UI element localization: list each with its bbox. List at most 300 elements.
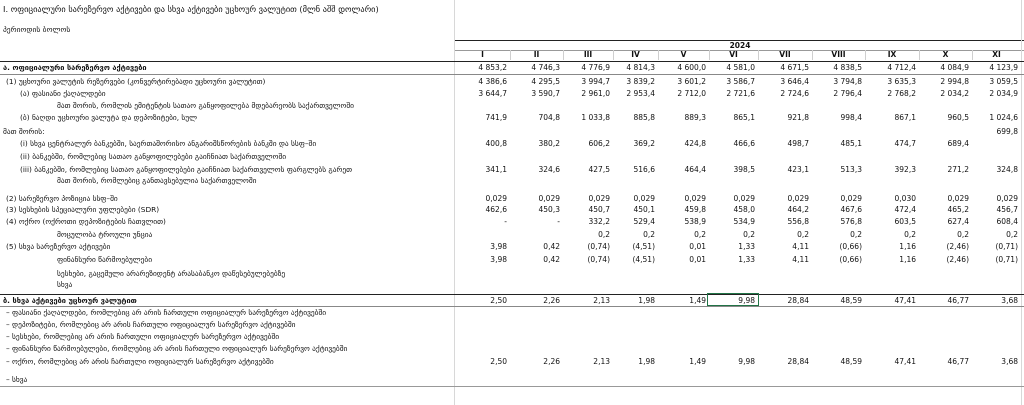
value-cell[interactable]: (0,74) bbox=[587, 255, 610, 264]
value-cell[interactable] bbox=[865, 344, 919, 354]
row-label[interactable]: ფინანსური წარმოებულები bbox=[57, 255, 153, 264]
value-cell[interactable]: 538,9 bbox=[684, 217, 706, 226]
month-header-1[interactable]: I bbox=[455, 50, 511, 60]
value-cell[interactable]: 464,2 bbox=[787, 205, 809, 214]
row-label[interactable]: – ფასიანი ქაღალდები, რომლებიც არ არის ჩართული ოფიციალურ სარეზერვო აქტივებში bbox=[6, 308, 327, 317]
value-cell[interactable]: 704,8 bbox=[538, 113, 560, 122]
value-cell[interactable] bbox=[658, 320, 709, 330]
value-cell[interactable]: 4 712,4 bbox=[887, 63, 916, 72]
year-header[interactable]: 2024 bbox=[455, 40, 1024, 51]
value-cell[interactable] bbox=[812, 320, 865, 330]
value-cell[interactable] bbox=[563, 101, 613, 111]
row-label[interactable]: სესხები, გაცემული არარეზიდენტ არასაბანკო დაწესებულებებზე bbox=[57, 269, 286, 278]
row-label[interactable]: – სხვა bbox=[6, 375, 28, 384]
row-label[interactable]: ბ. სხვა აქტივები უცხოურ ვალუტით bbox=[3, 296, 137, 305]
value-cell[interactable]: 0,029 bbox=[947, 194, 969, 203]
value-cell[interactable] bbox=[972, 176, 1021, 186]
value-cell[interactable]: 9,98 bbox=[738, 357, 755, 366]
value-cell[interactable] bbox=[919, 127, 972, 137]
value-cell[interactable]: 960,5 bbox=[947, 113, 969, 122]
value-cell[interactable] bbox=[563, 127, 613, 137]
month-header-10[interactable]: X bbox=[919, 50, 973, 60]
value-cell[interactable]: - bbox=[557, 217, 560, 226]
value-cell[interactable]: 0,029 bbox=[588, 194, 610, 203]
value-cell[interactable]: 867,1 bbox=[894, 113, 916, 122]
value-cell[interactable] bbox=[709, 176, 758, 186]
value-cell[interactable]: 0,2 bbox=[850, 230, 862, 239]
sheet-subtitle[interactable]: პერიოდის ბოლოს bbox=[3, 25, 71, 34]
value-cell[interactable]: 4 814,3 bbox=[626, 63, 655, 72]
value-cell[interactable]: 741,9 bbox=[485, 113, 507, 122]
value-cell[interactable] bbox=[455, 152, 510, 162]
value-cell[interactable]: 3,98 bbox=[490, 242, 507, 251]
value-cell[interactable] bbox=[865, 375, 919, 385]
value-cell[interactable]: 606,2 bbox=[588, 139, 610, 148]
value-cell[interactable] bbox=[455, 230, 510, 240]
value-cell[interactable]: 4 853,2 bbox=[478, 63, 507, 72]
value-cell[interactable]: (0,74) bbox=[587, 242, 610, 251]
value-cell[interactable] bbox=[865, 308, 919, 318]
value-cell[interactable]: 472,4 bbox=[894, 205, 916, 214]
value-cell[interactable]: (0,66) bbox=[839, 255, 862, 264]
value-cell[interactable]: 341,1 bbox=[485, 165, 507, 174]
value-cell[interactable]: 1,98 bbox=[638, 296, 655, 305]
value-cell[interactable] bbox=[758, 320, 812, 330]
value-cell[interactable] bbox=[972, 101, 1021, 111]
value-cell[interactable]: 324,6 bbox=[538, 165, 560, 174]
value-cell[interactable] bbox=[613, 332, 658, 342]
value-cell[interactable] bbox=[510, 176, 563, 186]
value-cell[interactable] bbox=[865, 152, 919, 162]
value-cell[interactable] bbox=[658, 176, 709, 186]
value-cell[interactable]: 1 033,8 bbox=[581, 113, 610, 122]
value-cell[interactable] bbox=[709, 320, 758, 330]
value-cell[interactable]: 0,01 bbox=[689, 242, 706, 251]
value-cell[interactable] bbox=[919, 375, 972, 385]
value-cell[interactable]: 400,8 bbox=[485, 139, 507, 148]
value-cell[interactable]: 576,8 bbox=[840, 217, 862, 226]
value-cell[interactable] bbox=[455, 332, 510, 342]
value-cell[interactable] bbox=[812, 280, 865, 290]
value-cell[interactable] bbox=[510, 152, 563, 162]
value-cell[interactable]: 1,16 bbox=[899, 255, 916, 264]
row-label[interactable]: მათ შორის, რომლის ემიტენტის სათაო განყოფილება მდებარეობს საქართველოში bbox=[57, 101, 355, 110]
value-cell[interactable]: 4 123,9 bbox=[989, 63, 1018, 72]
value-cell[interactable]: 450,7 bbox=[588, 205, 610, 214]
value-cell[interactable]: 0,2 bbox=[1006, 230, 1018, 239]
value-cell[interactable]: 0,029 bbox=[485, 194, 507, 203]
value-cell[interactable] bbox=[613, 308, 658, 318]
value-cell[interactable]: 462,6 bbox=[485, 205, 507, 214]
row-label[interactable]: მოცულობა ტროული უნცია bbox=[57, 230, 153, 239]
value-cell[interactable]: 2,26 bbox=[543, 296, 560, 305]
value-cell[interactable]: 3 635,3 bbox=[887, 77, 916, 86]
value-cell[interactable]: 4 838,5 bbox=[833, 63, 862, 72]
value-cell[interactable]: 3 646,4 bbox=[780, 77, 809, 86]
value-cell[interactable]: 1,98 bbox=[638, 357, 655, 366]
value-cell[interactable] bbox=[865, 176, 919, 186]
value-cell[interactable] bbox=[812, 375, 865, 385]
value-cell[interactable] bbox=[709, 375, 758, 385]
value-cell[interactable]: 0,2 bbox=[743, 230, 755, 239]
value-cell[interactable] bbox=[758, 176, 812, 186]
value-cell[interactable] bbox=[919, 176, 972, 186]
row-label[interactable]: – ოქრო, რომლებიც არ არის ჩართული ოფიციალურ სარეზერვო აქტივებში bbox=[6, 357, 274, 366]
value-cell[interactable]: 474,7 bbox=[894, 139, 916, 148]
value-cell[interactable] bbox=[510, 230, 563, 240]
value-cell[interactable]: 2 721,6 bbox=[726, 89, 755, 98]
value-cell[interactable] bbox=[455, 344, 510, 354]
value-cell[interactable] bbox=[709, 269, 758, 279]
value-cell[interactable]: - bbox=[504, 217, 507, 226]
value-cell[interactable]: 2,50 bbox=[490, 357, 507, 366]
value-cell[interactable]: 464,4 bbox=[684, 165, 706, 174]
value-cell[interactable]: 3 059,5 bbox=[989, 77, 1018, 86]
value-cell[interactable] bbox=[510, 127, 563, 137]
value-cell[interactable] bbox=[455, 269, 510, 279]
value-cell[interactable] bbox=[510, 101, 563, 111]
value-cell[interactable] bbox=[709, 101, 758, 111]
row-label[interactable]: (1) უცხოური ვალუტის რეზერვები (კონვერტირებადი უცხოური ვალუტით) bbox=[6, 77, 266, 86]
value-cell[interactable]: 398,5 bbox=[733, 165, 755, 174]
value-cell[interactable] bbox=[563, 320, 613, 330]
row-label[interactable]: მათ შორის, რომლებიც განთავსებულია საქართველოში bbox=[57, 176, 257, 185]
value-cell[interactable]: 450,1 bbox=[633, 205, 655, 214]
value-cell[interactable] bbox=[658, 127, 709, 137]
value-cell[interactable]: 3 994,7 bbox=[581, 77, 610, 86]
value-cell[interactable]: 0,029 bbox=[538, 194, 560, 203]
value-cell[interactable]: 467,6 bbox=[840, 205, 862, 214]
row-label[interactable]: სხვა bbox=[57, 280, 73, 289]
value-cell[interactable] bbox=[455, 127, 510, 137]
value-cell[interactable] bbox=[613, 152, 658, 162]
value-cell[interactable]: 534,9 bbox=[733, 217, 755, 226]
value-cell[interactable]: 1,49 bbox=[689, 296, 706, 305]
value-cell[interactable] bbox=[865, 269, 919, 279]
value-cell[interactable] bbox=[613, 280, 658, 290]
value-cell[interactable]: 380,2 bbox=[538, 139, 560, 148]
value-cell[interactable]: 2,50 bbox=[490, 296, 507, 305]
value-cell[interactable]: 28,84 bbox=[787, 357, 809, 366]
value-cell[interactable]: 2 034,9 bbox=[989, 89, 1018, 98]
value-cell[interactable] bbox=[758, 280, 812, 290]
value-cell[interactable] bbox=[758, 127, 812, 137]
value-cell[interactable]: 3 601,2 bbox=[677, 77, 706, 86]
value-cell[interactable]: 0,01 bbox=[689, 255, 706, 264]
value-cell[interactable]: 0,42 bbox=[543, 242, 560, 251]
value-cell[interactable] bbox=[919, 152, 972, 162]
value-cell[interactable]: 4,11 bbox=[792, 242, 809, 251]
row-label[interactable]: (ბ) ნაღდი უცხოური ვალუტა და დეპოზიტები, სულ bbox=[20, 113, 198, 122]
value-cell[interactable]: 47,41 bbox=[894, 296, 916, 305]
value-cell[interactable]: 556,8 bbox=[787, 217, 809, 226]
month-header-4[interactable]: IV bbox=[613, 50, 659, 60]
value-cell[interactable]: 1,33 bbox=[738, 242, 755, 251]
value-cell[interactable] bbox=[919, 280, 972, 290]
value-cell[interactable] bbox=[972, 280, 1021, 290]
value-cell[interactable] bbox=[812, 332, 865, 342]
value-cell[interactable] bbox=[972, 139, 1021, 149]
value-cell[interactable] bbox=[758, 344, 812, 354]
value-cell[interactable] bbox=[563, 269, 613, 279]
value-cell[interactable] bbox=[865, 332, 919, 342]
month-header-7[interactable]: VII bbox=[758, 50, 813, 60]
value-cell[interactable]: 0,2 bbox=[694, 230, 706, 239]
value-cell[interactable] bbox=[510, 344, 563, 354]
value-cell[interactable]: 3,98 bbox=[490, 255, 507, 264]
value-cell[interactable]: (0,71) bbox=[995, 255, 1018, 264]
month-header-6[interactable]: VI bbox=[709, 50, 759, 60]
row-label[interactable]: მათ შორის: bbox=[3, 127, 45, 136]
value-cell[interactable]: 423,1 bbox=[787, 165, 809, 174]
month-header-8[interactable]: VIII bbox=[812, 50, 866, 60]
value-cell[interactable]: 889,3 bbox=[684, 113, 706, 122]
value-cell[interactable] bbox=[455, 101, 510, 111]
value-cell[interactable]: (4,51) bbox=[632, 242, 655, 251]
value-cell[interactable] bbox=[658, 152, 709, 162]
value-cell[interactable]: 427,5 bbox=[588, 165, 610, 174]
value-cell[interactable] bbox=[455, 375, 510, 385]
value-cell[interactable] bbox=[709, 152, 758, 162]
value-cell[interactable]: 4 746,3 bbox=[531, 63, 560, 72]
value-cell[interactable] bbox=[613, 375, 658, 385]
value-cell[interactable]: 921,8 bbox=[787, 113, 809, 122]
value-cell[interactable] bbox=[658, 332, 709, 342]
value-cell[interactable] bbox=[709, 280, 758, 290]
value-cell[interactable]: 0,42 bbox=[543, 255, 560, 264]
value-cell[interactable] bbox=[972, 152, 1021, 162]
value-cell[interactable] bbox=[613, 344, 658, 354]
active-cell-selection[interactable] bbox=[707, 293, 759, 306]
value-cell[interactable]: 392,3 bbox=[894, 165, 916, 174]
value-cell[interactable]: 3 839,2 bbox=[626, 77, 655, 86]
value-cell[interactable] bbox=[658, 344, 709, 354]
row-label[interactable]: (2) სარეზერვო პოზიცია სსფ–ში bbox=[6, 194, 118, 203]
value-cell[interactable] bbox=[758, 269, 812, 279]
value-cell[interactable] bbox=[613, 101, 658, 111]
row-label[interactable]: – ფინანსური წარმოებულები, რომლებიც არ არის ჩართული ოფიციალურ სარეზერვო აქტივებში bbox=[6, 344, 348, 353]
value-cell[interactable] bbox=[758, 152, 812, 162]
value-cell[interactable]: 2 712,0 bbox=[677, 89, 706, 98]
value-cell[interactable] bbox=[455, 308, 510, 318]
value-cell[interactable]: 2 994,8 bbox=[940, 77, 969, 86]
value-cell[interactable] bbox=[972, 375, 1021, 385]
value-cell[interactable] bbox=[510, 320, 563, 330]
value-cell[interactable] bbox=[972, 320, 1021, 330]
value-cell[interactable]: (0,66) bbox=[839, 242, 862, 251]
value-cell[interactable]: 998,4 bbox=[840, 113, 862, 122]
value-cell[interactable]: 516,6 bbox=[633, 165, 655, 174]
value-cell[interactable]: 3,68 bbox=[1001, 296, 1018, 305]
value-cell[interactable]: (4,51) bbox=[632, 255, 655, 264]
value-cell[interactable] bbox=[658, 269, 709, 279]
value-cell[interactable]: (2,46) bbox=[946, 242, 969, 251]
value-cell[interactable]: 271,2 bbox=[947, 165, 969, 174]
value-cell[interactable]: 0,2 bbox=[797, 230, 809, 239]
row-label[interactable]: (ii) ბანკებში, რომლებიც სათაო განყოფილებები გაიჩნიათ საქართველოში bbox=[20, 152, 287, 161]
value-cell[interactable]: 0,029 bbox=[633, 194, 655, 203]
value-cell[interactable]: 2,13 bbox=[593, 357, 610, 366]
value-cell[interactable] bbox=[563, 308, 613, 318]
value-cell[interactable]: 699,8 bbox=[996, 127, 1018, 136]
value-cell[interactable]: 46,77 bbox=[947, 296, 969, 305]
value-cell[interactable] bbox=[709, 332, 758, 342]
value-cell[interactable] bbox=[972, 308, 1021, 318]
value-cell[interactable] bbox=[865, 101, 919, 111]
value-cell[interactable]: 603,5 bbox=[894, 217, 916, 226]
value-cell[interactable] bbox=[563, 152, 613, 162]
value-cell[interactable] bbox=[919, 320, 972, 330]
value-cell[interactable]: 513,3 bbox=[840, 165, 862, 174]
value-cell[interactable]: 4 295,5 bbox=[531, 77, 560, 86]
value-cell[interactable] bbox=[812, 269, 865, 279]
value-cell[interactable] bbox=[563, 344, 613, 354]
value-cell[interactable]: 4,11 bbox=[792, 255, 809, 264]
value-cell[interactable]: 2 796,4 bbox=[833, 89, 862, 98]
value-cell[interactable] bbox=[972, 332, 1021, 342]
value-cell[interactable] bbox=[510, 269, 563, 279]
value-cell[interactable] bbox=[972, 269, 1021, 279]
value-cell[interactable] bbox=[812, 101, 865, 111]
value-cell[interactable]: 885,8 bbox=[633, 113, 655, 122]
value-cell[interactable] bbox=[812, 344, 865, 354]
month-header-11[interactable]: XI bbox=[972, 50, 1022, 60]
row-label[interactable]: (4) ოქრო (ოქროთი დეპოზიტების ჩათვლით) bbox=[6, 217, 166, 226]
month-header-9[interactable]: IX bbox=[865, 50, 920, 60]
value-cell[interactable] bbox=[455, 320, 510, 330]
value-cell[interactable] bbox=[812, 127, 865, 137]
value-cell[interactable] bbox=[563, 332, 613, 342]
value-cell[interactable]: 2,26 bbox=[543, 357, 560, 366]
value-cell[interactable] bbox=[812, 152, 865, 162]
value-cell[interactable]: 0,2 bbox=[598, 230, 610, 239]
value-cell[interactable] bbox=[758, 332, 812, 342]
value-cell[interactable]: 0,029 bbox=[840, 194, 862, 203]
value-cell[interactable] bbox=[510, 280, 563, 290]
value-cell[interactable] bbox=[510, 308, 563, 318]
value-cell[interactable] bbox=[510, 375, 563, 385]
value-cell[interactable] bbox=[658, 375, 709, 385]
value-cell[interactable]: 529,4 bbox=[633, 217, 655, 226]
value-cell[interactable]: 459,8 bbox=[684, 205, 706, 214]
value-cell[interactable]: 4 084,9 bbox=[940, 63, 969, 72]
value-cell[interactable]: (2,46) bbox=[946, 255, 969, 264]
value-cell[interactable]: 2 961,0 bbox=[581, 89, 610, 98]
value-cell[interactable]: 1,49 bbox=[689, 357, 706, 366]
value-cell[interactable]: 0,2 bbox=[904, 230, 916, 239]
value-cell[interactable]: 0,2 bbox=[957, 230, 969, 239]
value-cell[interactable]: 450,3 bbox=[538, 205, 560, 214]
value-cell[interactable] bbox=[658, 101, 709, 111]
value-cell[interactable] bbox=[455, 280, 510, 290]
value-cell[interactable] bbox=[709, 127, 758, 137]
value-cell[interactable]: 47,41 bbox=[894, 357, 916, 366]
value-cell[interactable]: 0,029 bbox=[684, 194, 706, 203]
value-cell[interactable]: 4 386,6 bbox=[478, 77, 507, 86]
value-cell[interactable] bbox=[865, 280, 919, 290]
value-cell[interactable]: 498,7 bbox=[787, 139, 809, 148]
value-cell[interactable]: 3,68 bbox=[1001, 357, 1018, 366]
value-cell[interactable] bbox=[658, 280, 709, 290]
value-cell[interactable]: 0,2 bbox=[643, 230, 655, 239]
value-cell[interactable] bbox=[709, 344, 758, 354]
value-cell[interactable]: 485,1 bbox=[840, 139, 862, 148]
value-cell[interactable]: 424,8 bbox=[684, 139, 706, 148]
value-cell[interactable]: 466,6 bbox=[733, 139, 755, 148]
value-cell[interactable]: 2 768,2 bbox=[887, 89, 916, 98]
value-cell[interactable]: 3 586,7 bbox=[726, 77, 755, 86]
row-label[interactable]: (iii) ბანკებში, რომლებიც სათაო განყოფილებები გაიჩნიათ საქართველოს ფარგლებს გარეთ bbox=[20, 165, 353, 174]
month-header-2[interactable]: II bbox=[510, 50, 564, 60]
value-cell[interactable] bbox=[563, 375, 613, 385]
row-label[interactable]: ა. ოფიციალური სარეზერვო აქტივები bbox=[3, 63, 147, 72]
value-cell[interactable]: 1 024,6 bbox=[989, 113, 1018, 122]
value-cell[interactable] bbox=[613, 176, 658, 186]
value-cell[interactable]: 865,1 bbox=[733, 113, 755, 122]
value-cell[interactable]: 2 724,6 bbox=[780, 89, 809, 98]
value-cell[interactable] bbox=[455, 176, 510, 186]
value-cell[interactable]: 465,2 bbox=[947, 205, 969, 214]
value-cell[interactable]: 0,029 bbox=[996, 194, 1018, 203]
value-cell[interactable]: 1,16 bbox=[899, 242, 916, 251]
value-cell[interactable] bbox=[658, 308, 709, 318]
value-cell[interactable]: 627,4 bbox=[947, 217, 969, 226]
row-label[interactable]: (5) სხვა სარეზერვო აქტივები bbox=[6, 242, 111, 251]
value-cell[interactable] bbox=[758, 308, 812, 318]
value-cell[interactable] bbox=[919, 344, 972, 354]
value-cell[interactable]: 4 671,5 bbox=[780, 63, 809, 72]
value-cell[interactable]: 324,8 bbox=[996, 165, 1018, 174]
value-cell[interactable] bbox=[758, 101, 812, 111]
value-cell[interactable]: 0,029 bbox=[733, 194, 755, 203]
value-cell[interactable] bbox=[510, 332, 563, 342]
value-cell[interactable] bbox=[919, 332, 972, 342]
value-cell[interactable]: 48,59 bbox=[840, 296, 862, 305]
value-cell[interactable]: 0,029 bbox=[787, 194, 809, 203]
value-cell[interactable] bbox=[812, 176, 865, 186]
value-cell[interactable]: 2 034,2 bbox=[940, 89, 969, 98]
row-label[interactable]: (3) სესხების სპეციალური უფლებები (SDR) bbox=[6, 205, 160, 214]
value-cell[interactable]: 48,59 bbox=[840, 357, 862, 366]
value-cell[interactable] bbox=[865, 320, 919, 330]
value-cell[interactable]: 3 590,7 bbox=[531, 89, 560, 98]
value-cell[interactable]: 608,4 bbox=[996, 217, 1018, 226]
value-cell[interactable]: 369,2 bbox=[633, 139, 655, 148]
value-cell[interactable] bbox=[613, 127, 658, 137]
value-cell[interactable] bbox=[613, 269, 658, 279]
value-cell[interactable]: 9,98 bbox=[738, 296, 755, 305]
value-cell[interactable]: 3 644,7 bbox=[478, 89, 507, 98]
value-cell[interactable] bbox=[812, 308, 865, 318]
sheet-title[interactable]: I. ოფიციალური სარეზერვო აქტივები და სხვა აქტივები უცხოურ ვალუტით (მლნ აშშ დოლარი) bbox=[3, 4, 379, 14]
value-cell[interactable]: 4 581,0 bbox=[726, 63, 755, 72]
value-cell[interactable]: 3 794,8 bbox=[833, 77, 862, 86]
value-cell[interactable]: (0,71) bbox=[995, 242, 1018, 251]
value-cell[interactable] bbox=[919, 101, 972, 111]
value-cell[interactable] bbox=[865, 127, 919, 137]
value-cell[interactable] bbox=[709, 308, 758, 318]
value-cell[interactable]: 2 953,4 bbox=[626, 89, 655, 98]
value-cell[interactable]: 689,4 bbox=[947, 139, 969, 148]
value-cell[interactable] bbox=[919, 269, 972, 279]
value-cell[interactable]: 2,13 bbox=[593, 296, 610, 305]
value-cell[interactable] bbox=[919, 308, 972, 318]
value-cell[interactable]: 0,030 bbox=[894, 194, 916, 203]
value-cell[interactable] bbox=[563, 280, 613, 290]
row-label[interactable]: – დეპოზიტები, რომლებიც არ არის ჩართული ოფიციალურ სარეზერვო აქტივებში bbox=[6, 320, 296, 329]
row-label[interactable]: – სესხები, რომლებიც არ არის ჩართული ოფიციალურ სარეზერვო აქტივებში bbox=[6, 332, 280, 341]
value-cell[interactable]: 46,77 bbox=[947, 357, 969, 366]
